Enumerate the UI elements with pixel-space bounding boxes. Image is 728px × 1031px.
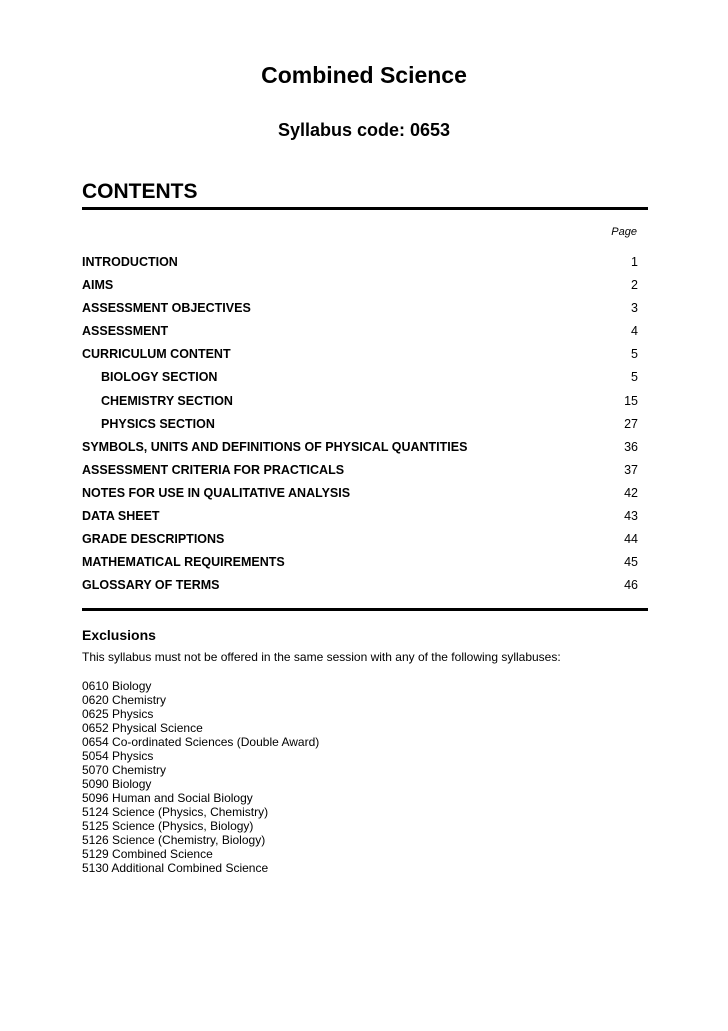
toc-entry-label: INTRODUCTION (82, 255, 178, 269)
exclusion-item: 5129 Combined Science (82, 847, 213, 861)
toc-entry-page: 45 (624, 555, 638, 570)
toc-entry (82, 298, 638, 321)
toc-entry-page: 42 (624, 485, 638, 500)
toc-entry-page: 37 (624, 462, 638, 477)
toc-entry-page: 2 (631, 278, 638, 293)
toc-entry (82, 391, 638, 414)
exclusion-item: 0654 Co-ordinated Sciences (Double Award) (82, 735, 320, 749)
toc-entry (82, 506, 638, 529)
toc-entry-page: 1 (631, 255, 638, 269)
toc-entry (82, 275, 638, 298)
exclusion-item: 0625 Physics (82, 707, 154, 721)
exclusions-note: This syllabus must not be offered in the same session with any of the following syllabuses: (82, 650, 561, 664)
toc-entry-label: GLOSSARY OF TERMS (82, 578, 220, 593)
toc-entry-page: 5 (631, 370, 638, 385)
contents-top-rule (82, 207, 648, 210)
toc-entry-label: SYMBOLS, UNITS AND DEFINITIONS OF PHYSICAL QUANTITIES (82, 439, 468, 454)
exclusion-item: 5125 Science (Physics, Biology) (82, 819, 254, 833)
toc-entry-label: CHEMISTRY SECTION (101, 393, 233, 408)
exclusion-item: 0610 Biology (82, 679, 152, 693)
table-of-contents (82, 252, 638, 598)
toc-entry-label: DATA SHEET (82, 509, 160, 524)
toc-entry-label: AIMS (82, 278, 114, 293)
toc-entry-label: ASSESSMENT OBJECTIVES (82, 301, 251, 316)
exclusion-item: 5130 Additional Combined Science (82, 861, 269, 875)
exclusion-item: 5054 Physics (82, 749, 154, 763)
toc-entry (82, 575, 638, 598)
exclusion-item: 5070 Chemistry (82, 763, 167, 777)
toc-entry-page: 27 (624, 416, 638, 431)
toc-entry-page: 36 (624, 439, 638, 454)
toc-entry-label: ASSESSMENT CRITERIA FOR PRACTICALS (82, 462, 345, 477)
syllabus-code: Syllabus code: 0653 (277, 120, 451, 140)
toc-entry (82, 529, 638, 552)
toc-entry-page: 44 (624, 532, 638, 547)
toc-entry (82, 344, 638, 367)
toc-entry-page: 3 (631, 301, 638, 316)
toc-entry (82, 460, 638, 483)
toc-entry-label: BIOLOGY SECTION (101, 370, 218, 385)
contents-heading: CONTENTS (82, 180, 198, 203)
toc-entry (82, 483, 638, 506)
page-column-label: Page (611, 226, 637, 238)
toc-entry (82, 367, 638, 390)
toc-entry-page: 43 (624, 509, 638, 524)
exclusions-list (82, 679, 319, 875)
toc-entry-page: 4 (631, 324, 638, 339)
exclusion-item: 5126 Science (Chemistry, Biology) (82, 833, 266, 847)
toc-entry-label: ASSESSMENT (82, 324, 169, 339)
toc-entry (82, 252, 638, 275)
exclusion-item: 5124 Science (Physics, Chemistry) (82, 805, 269, 819)
toc-entry-page: 5 (631, 347, 638, 362)
exclusion-item: 5096 Human and Social Biology (82, 791, 253, 805)
toc-entry (82, 414, 638, 437)
toc-entry-label: GRADE DESCRIPTIONS (82, 532, 225, 547)
contents-bottom-rule (82, 608, 648, 611)
toc-entry (82, 437, 638, 460)
exclusion-item: 0620 Chemistry (82, 693, 167, 707)
toc-entry-label: NOTES FOR USE IN QUALITATIVE ANALYSIS (82, 485, 351, 500)
exclusions-heading: Exclusions (82, 627, 156, 643)
toc-entry-label: PHYSICS SECTION (101, 416, 215, 431)
toc-entry (82, 321, 638, 344)
toc-entry-page: 15 (624, 393, 638, 408)
exclusion-item: 5090 Biology (82, 777, 152, 791)
toc-entry (82, 552, 638, 575)
document-title: Combined Science (261, 62, 467, 88)
toc-entry-label: CURRICULUM CONTENT (82, 347, 231, 362)
toc-entry-label: MATHEMATICAL REQUIREMENTS (82, 555, 285, 570)
exclusion-item: 0652 Physical Science (82, 721, 203, 735)
toc-entry-page: 46 (624, 578, 638, 593)
